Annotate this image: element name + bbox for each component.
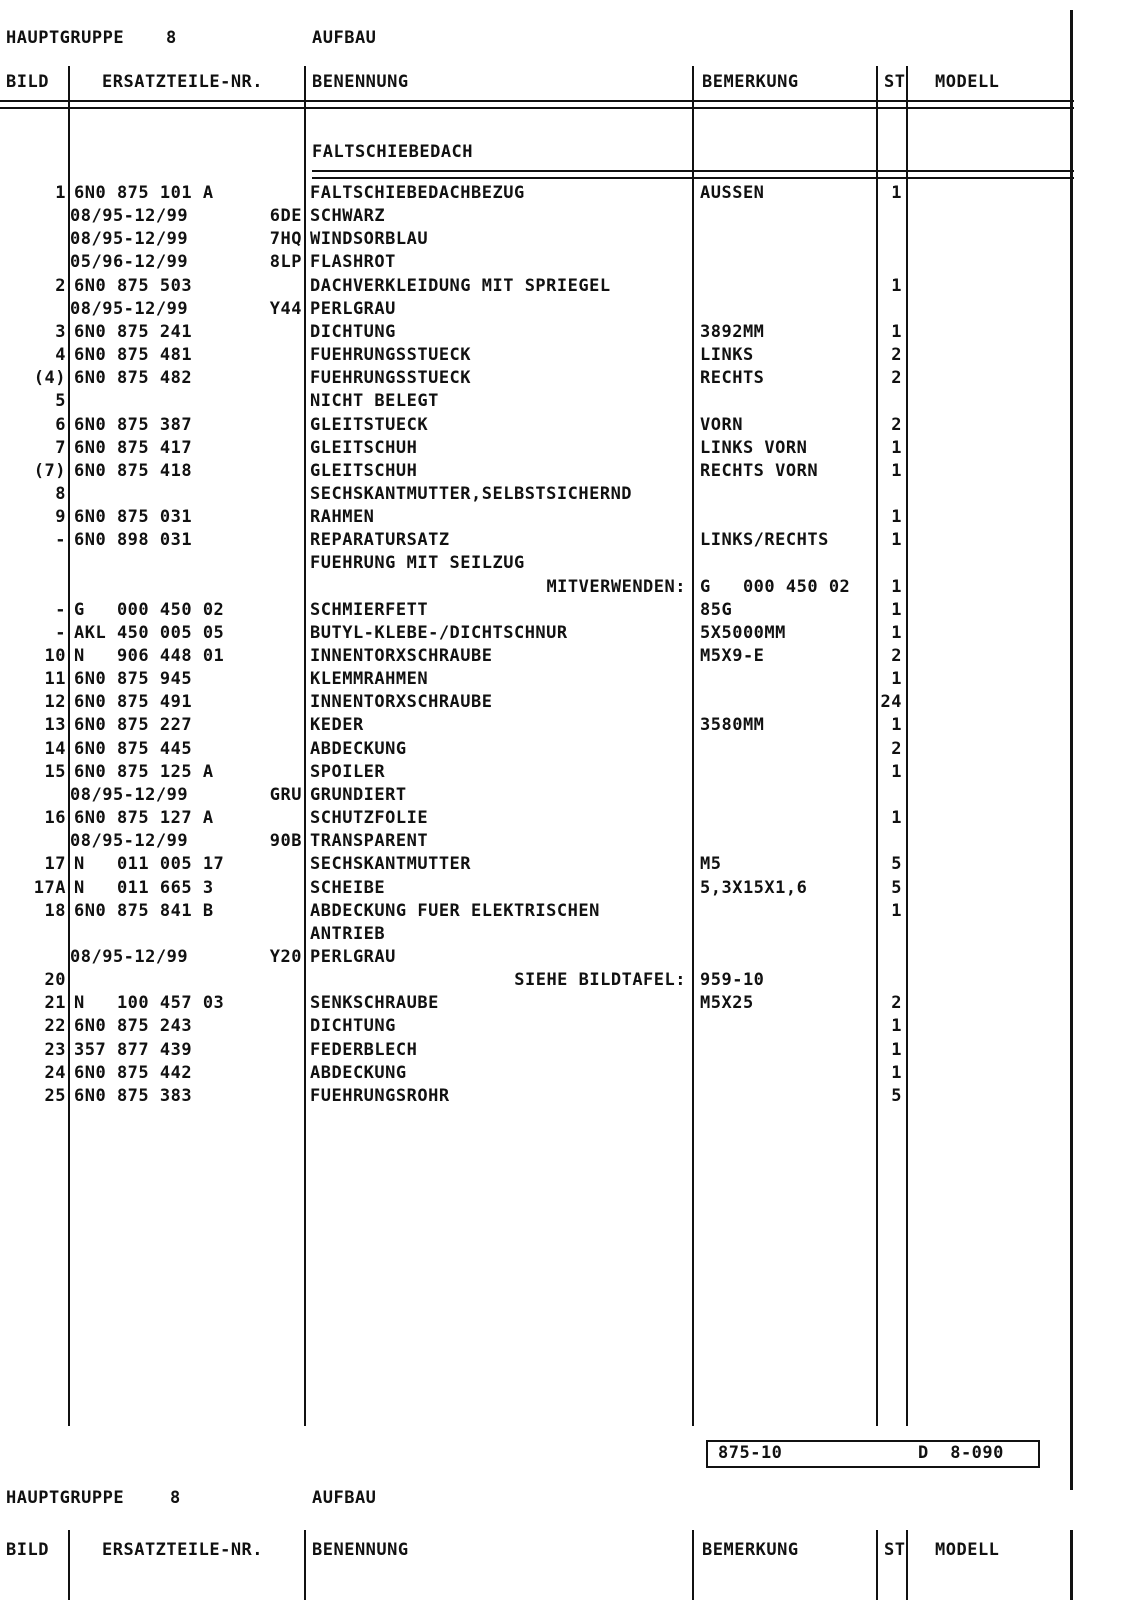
column-header-model: MODELL <box>935 72 1000 92</box>
qty-cell: 2 <box>891 414 902 435</box>
table-row <box>0 714 1144 737</box>
part-number-cell: N 100 457 03 <box>74 993 225 1014</box>
name-cell: PERLGRAU <box>310 946 396 967</box>
table-row <box>0 506 1144 529</box>
qty-cell: 1 <box>891 183 902 203</box>
remark-cell: LINKS <box>700 345 754 366</box>
qty-cell: 5 <box>891 1085 902 1106</box>
bild-cell: - <box>55 599 66 620</box>
qty-cell: 1 <box>891 275 902 296</box>
bild-cell: 21 <box>44 993 66 1014</box>
table-row <box>0 182 1144 205</box>
header-rule <box>0 100 1074 109</box>
bild-cell: 6 <box>55 414 66 435</box>
qty-cell: 1 <box>891 437 902 458</box>
group-name: AUFBAU <box>312 28 377 48</box>
table-row <box>0 251 1144 274</box>
remark-cell: G 000 450 02 <box>700 576 851 597</box>
name-cell: FALTSCHIEBEDACHBEZUG <box>310 183 525 203</box>
plate-number: 875-10 <box>718 1443 783 1463</box>
qty-cell: 1 <box>891 1039 902 1060</box>
part-number-cell: 6N0 875 481 <box>74 345 193 366</box>
qty-cell: 2 <box>891 738 902 759</box>
validity-date-cell: 08/95-12/99 <box>70 831 189 852</box>
next-group-name: AUFBAU <box>312 1488 377 1508</box>
part-number-cell: 6N0 875 383 <box>74 1085 193 1106</box>
remark-cell: 5X5000MM <box>700 622 786 643</box>
qty-cell: 1 <box>891 321 902 342</box>
table-row <box>0 414 1144 437</box>
bild-cell: (7) <box>33 460 66 481</box>
table-row <box>0 529 1144 552</box>
part-number-cell: 6N0 875 227 <box>74 715 193 736</box>
name-cell: ANTRIEB <box>310 923 386 944</box>
name-cell: GLEITSCHUH <box>310 460 418 481</box>
column-header-remark: BEMERKUNG <box>702 72 799 92</box>
remark-cell: 3580MM <box>700 715 765 736</box>
table-row <box>0 228 1144 251</box>
bild-cell: 9 <box>55 507 66 528</box>
name-cell: RAHMEN <box>310 507 375 528</box>
name-cell: SECHSKANTMUTTER <box>310 854 472 875</box>
validity-date-cell: 08/95-12/99 <box>70 946 189 967</box>
name-note-cell: SIEHE BILDTAFEL: <box>514 970 686 991</box>
table-row <box>0 1015 1144 1038</box>
part-number-cell: 357 877 439 <box>74 1039 193 1060</box>
table-row <box>0 853 1144 876</box>
next-group-number: 8 <box>170 1488 181 1508</box>
part-number-cell: 6N0 875 418 <box>74 460 193 481</box>
table-row <box>0 576 1144 599</box>
table-row <box>0 807 1144 830</box>
part-number-cell: 6N0 875 491 <box>74 692 193 713</box>
qty-cell: 2 <box>891 368 902 389</box>
table-row <box>0 900 1144 923</box>
remark-cell: RECHTS VORN <box>700 460 819 481</box>
name-cell: DICHTUNG <box>310 1016 396 1037</box>
bild-cell: 7 <box>55 437 66 458</box>
part-number-cell: 6N0 875 445 <box>74 738 193 759</box>
qty-cell: 1 <box>891 669 902 690</box>
table-row <box>0 923 1144 946</box>
name-cell: ABDECKUNG <box>310 1062 407 1083</box>
bild-cell: 11 <box>44 669 66 690</box>
color-code-cell: Y20 <box>269 946 302 967</box>
bild-cell: 5 <box>55 391 66 412</box>
name-cell: ABDECKUNG <box>310 738 407 759</box>
remark-cell: 3892MM <box>700 321 765 342</box>
qty-cell: 2 <box>891 646 902 666</box>
table-row <box>0 877 1144 900</box>
bild-cell: - <box>55 622 66 643</box>
table-row <box>0 437 1144 460</box>
table-row <box>0 1062 1144 1085</box>
name-cell: FUEHRUNG MIT SEILZUG <box>310 553 525 574</box>
table-row <box>0 367 1144 390</box>
table-row <box>0 738 1144 761</box>
name-cell: GLEITSTUECK <box>310 414 429 435</box>
bild-cell: 17 <box>44 854 66 875</box>
qty-cell: 2 <box>891 993 902 1014</box>
table-row <box>0 344 1144 367</box>
name-cell: SCHUTZFOLIE <box>310 808 429 829</box>
table-row <box>0 1039 1144 1062</box>
section-title: FALTSCHIEBEDACH <box>312 142 474 162</box>
bild-cell: 3 <box>55 321 66 342</box>
part-number-cell: N 906 448 01 <box>74 646 225 666</box>
table-row <box>0 622 1144 645</box>
bild-cell: 12 <box>44 692 66 713</box>
remark-cell: M5 <box>700 854 722 875</box>
bild-cell: 13 <box>44 715 66 736</box>
name-cell: INNENTORXSCHRAUBE <box>310 646 493 666</box>
table-row <box>0 784 1144 807</box>
next-column-divider <box>304 1530 306 1600</box>
color-code-cell: 90B <box>269 831 302 852</box>
bild-cell: 15 <box>44 761 66 782</box>
qty-cell: 1 <box>891 761 902 782</box>
name-cell: INNENTORXSCHRAUBE <box>310 692 493 713</box>
bild-cell: 22 <box>44 1016 66 1037</box>
part-number-cell: 6N0 875 243 <box>74 1016 193 1037</box>
name-cell: FUEHRUNGSSTUECK <box>310 345 472 366</box>
bild-cell: 16 <box>44 808 66 829</box>
part-number-cell: 6N0 875 101 A <box>74 183 214 203</box>
part-number-cell: 6N0 875 417 <box>74 437 193 458</box>
next-column-header-qty: ST <box>884 1540 906 1560</box>
part-number-cell: N 011 665 3 <box>74 877 214 898</box>
name-cell: DACHVERKLEIDUNG MIT SPRIEGEL <box>310 275 611 296</box>
bild-cell: 4 <box>55 345 66 366</box>
name-cell: KEDER <box>310 715 364 736</box>
bild-cell: 24 <box>44 1062 66 1083</box>
bild-cell: (4) <box>33 368 66 389</box>
color-code-cell: 8LP <box>269 252 302 273</box>
name-cell: REPARATURSATZ <box>310 530 450 551</box>
qty-cell: 1 <box>891 808 902 829</box>
page-reference-box <box>706 1440 1040 1468</box>
table-row <box>0 298 1144 321</box>
qty-cell: 1 <box>891 599 902 620</box>
table-row <box>0 483 1144 506</box>
part-number-cell: G 000 450 02 <box>74 599 225 620</box>
remark-cell: VORN <box>700 414 743 435</box>
qty-cell: 1 <box>891 900 902 921</box>
part-number-cell: N 011 005 17 <box>74 854 225 875</box>
qty-cell: 1 <box>891 530 902 551</box>
name-cell: FEDERBLECH <box>310 1039 418 1060</box>
name-cell: SECHSKANTMUTTER,SELBSTSICHERND <box>310 483 633 504</box>
validity-date-cell: 08/95-12/99 <box>70 229 189 250</box>
group-label: HAUPTGRUPPE <box>6 28 125 48</box>
name-cell: NICHT BELEGT <box>310 391 439 412</box>
name-cell: KLEMMRAHMEN <box>310 669 429 690</box>
qty-cell: 1 <box>891 1062 902 1083</box>
name-note-cell: MITVERWENDEN: <box>546 576 686 597</box>
column-header-name: BENENNUNG <box>312 72 409 92</box>
next-column-divider <box>906 1530 908 1600</box>
page-number: D 8-090 <box>918 1443 1004 1463</box>
qty-cell: 5 <box>891 877 902 898</box>
next-column-divider <box>68 1530 70 1600</box>
name-cell: FUEHRUNGSSTUECK <box>310 368 472 389</box>
next-column-header-name: BENENNUNG <box>312 1540 409 1560</box>
remark-cell: 85G <box>700 599 733 620</box>
remark-cell: LINKS VORN <box>700 437 808 458</box>
bild-cell: 2 <box>55 275 66 296</box>
part-number-cell: AKL 450 005 05 <box>74 622 225 643</box>
remark-cell: M5X9-E <box>700 646 765 666</box>
name-cell: BUTYL-KLEBE-/DICHTSCHNUR <box>310 622 568 643</box>
part-number-cell: 6N0 875 945 <box>74 669 193 690</box>
section-title-rule <box>312 170 1074 179</box>
validity-date-cell: 08/95-12/99 <box>70 784 189 805</box>
name-cell: FUEHRUNGSROHR <box>310 1085 450 1106</box>
qty-cell: 1 <box>891 507 902 528</box>
qty-cell: 1 <box>891 576 902 597</box>
next-group-label: HAUPTGRUPPE <box>6 1488 125 1508</box>
table-row <box>0 321 1144 344</box>
color-code-cell: 6DE <box>269 206 302 227</box>
qty-cell: 1 <box>891 715 902 736</box>
table-row <box>0 969 1144 992</box>
part-number-cell: 6N0 875 841 B <box>74 900 214 921</box>
bild-cell: 8 <box>55 483 66 504</box>
bild-cell: 1 <box>55 183 66 203</box>
name-cell: FLASHROT <box>310 252 396 273</box>
next-column-divider <box>692 1530 694 1600</box>
name-cell: TRANSPARENT <box>310 831 429 852</box>
part-number-cell: 6N0 898 031 <box>74 530 193 551</box>
next-column-header-model: MODELL <box>935 1540 1000 1560</box>
color-code-cell: GRU <box>269 784 302 805</box>
table-row <box>0 1085 1144 1108</box>
bild-cell: 20 <box>44 970 66 991</box>
column-header-bild: BILD <box>6 72 49 92</box>
remark-cell: AUSSEN <box>700 183 765 203</box>
name-cell: SENKSCHRAUBE <box>310 993 439 1014</box>
name-cell: PERLGRAU <box>310 298 396 319</box>
name-cell: SCHWARZ <box>310 206 386 227</box>
bild-cell: 18 <box>44 900 66 921</box>
name-cell: WINDSORBLAU <box>310 229 429 250</box>
qty-cell: 2 <box>891 345 902 366</box>
color-code-cell: 7HQ <box>269 229 302 250</box>
part-number-cell: 6N0 875 127 A <box>74 808 214 829</box>
table-row <box>0 946 1144 969</box>
name-cell: DICHTUNG <box>310 321 396 342</box>
next-column-header-bild: BILD <box>6 1540 49 1560</box>
qty-cell: 1 <box>891 622 902 643</box>
column-header-part-no: ERSATZTEILE-NR. <box>102 72 264 92</box>
validity-date-cell: 08/95-12/99 <box>70 206 189 227</box>
next-page-edge-line <box>1070 1530 1073 1600</box>
table-row <box>0 552 1144 575</box>
bild-cell: 14 <box>44 738 66 759</box>
remark-cell: 959-10 <box>700 970 765 991</box>
table-row <box>0 830 1144 853</box>
bild-cell: 23 <box>44 1039 66 1060</box>
table-row <box>0 668 1144 691</box>
qty-cell: 1 <box>891 1016 902 1037</box>
table-row <box>0 205 1144 228</box>
qty-cell: 5 <box>891 854 902 875</box>
name-cell: SPOILER <box>310 761 386 782</box>
table-row <box>0 390 1144 413</box>
part-number-cell: 6N0 875 241 <box>74 321 193 342</box>
color-code-cell: Y44 <box>269 298 302 319</box>
bild-cell: 25 <box>44 1085 66 1106</box>
validity-date-cell: 05/96-12/99 <box>70 252 189 273</box>
qty-cell: 24 <box>880 692 902 713</box>
validity-date-cell: 08/95-12/99 <box>70 298 189 319</box>
part-number-cell: 6N0 875 442 <box>74 1062 193 1083</box>
part-number-cell: 6N0 875 482 <box>74 368 193 389</box>
table-row <box>0 761 1144 784</box>
next-column-header-remark: BEMERKUNG <box>702 1540 799 1560</box>
table-row <box>0 460 1144 483</box>
name-cell: SCHEIBE <box>310 877 386 898</box>
bild-cell: 17A <box>33 877 66 898</box>
part-number-cell: 6N0 875 387 <box>74 414 193 435</box>
table-row <box>0 691 1144 714</box>
part-number-cell: 6N0 875 031 <box>74 507 193 528</box>
part-number-cell: 6N0 875 503 <box>74 275 193 296</box>
remark-cell: RECHTS <box>700 368 765 389</box>
column-header-qty: ST <box>884 72 906 92</box>
remark-cell: M5X25 <box>700 993 754 1014</box>
group-number: 8 <box>166 28 177 48</box>
table-row <box>0 599 1144 622</box>
next-column-header-part-no: ERSATZTEILE-NR. <box>102 1540 264 1560</box>
name-cell: SCHMIERFETT <box>310 599 429 620</box>
table-row <box>0 992 1144 1015</box>
remark-cell: 5,3X15X1,6 <box>700 877 808 898</box>
name-cell: ABDECKUNG FUER ELEKTRISCHEN <box>310 900 600 921</box>
table-row <box>0 275 1144 298</box>
table-row <box>0 645 1144 668</box>
bild-cell: 10 <box>44 646 66 666</box>
next-column-divider <box>876 1530 878 1600</box>
remark-cell: LINKS/RECHTS <box>700 530 829 551</box>
part-number-cell: 6N0 875 125 A <box>74 761 214 782</box>
name-cell: GRUNDIERT <box>310 784 407 805</box>
bild-cell: - <box>55 530 66 551</box>
qty-cell: 1 <box>891 460 902 481</box>
name-cell: GLEITSCHUH <box>310 437 418 458</box>
